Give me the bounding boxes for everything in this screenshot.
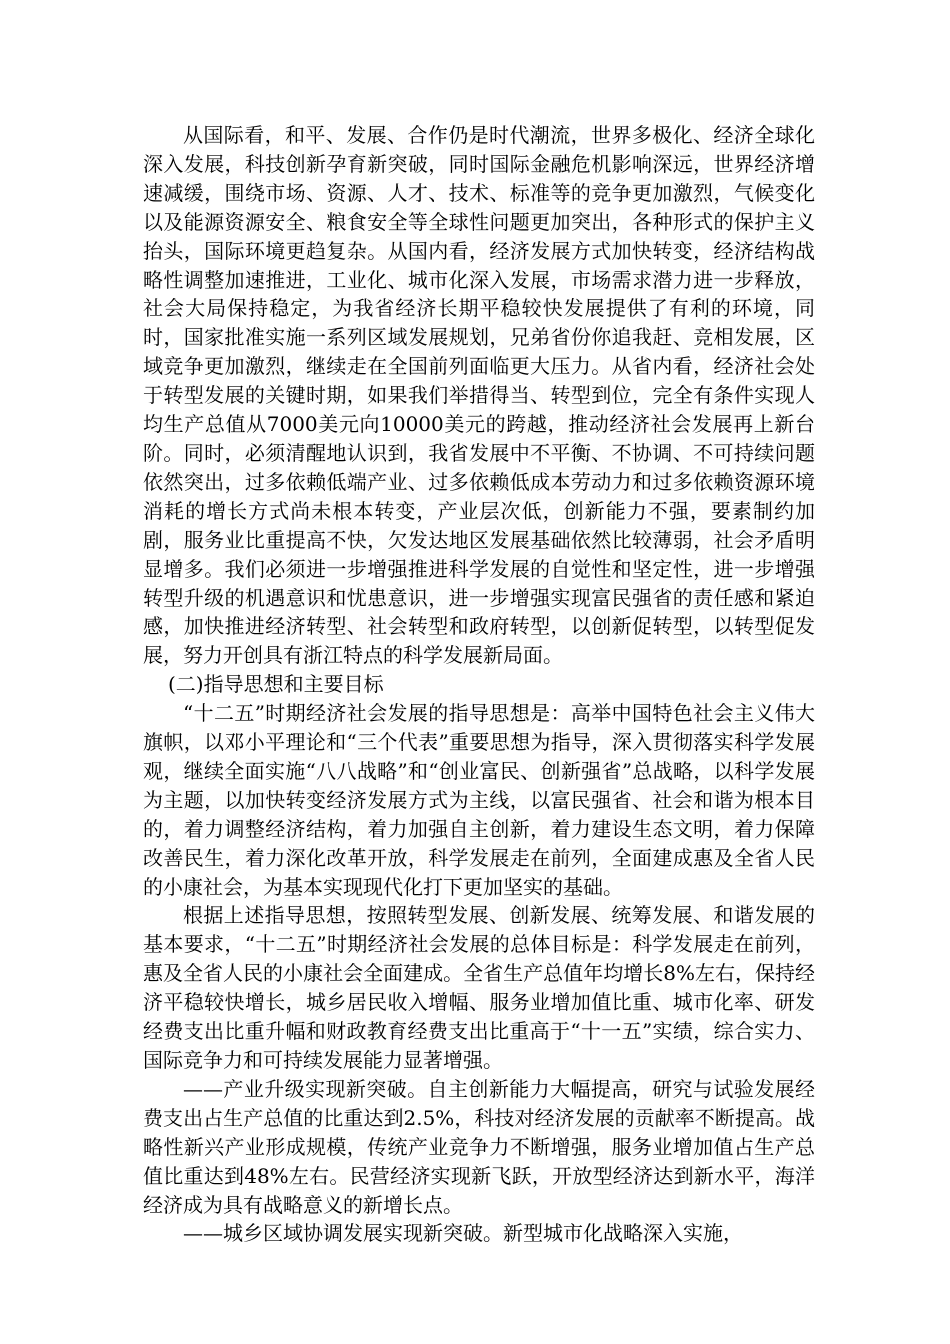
paragraph-overall-goals: 根据上述指导思想，按照转型发展、创新发展、统筹发展、和谐发展的基本要求，“十二五”时期经济社会发展的总体目标是：科学发展走在前列，惠及全省人民的小康社会全面建成。全省生产总值年均增长8%左右，保持经济平稳较快增长，城乡居民收入增幅、服务业增加值比重、城市化率、研发经费支出比重升幅和财政教育经费支出比重高于“十一五”实绩，综合实力、国际竞争力和可持续发展能力显著增强。 (143, 903, 815, 1072)
paragraph-industrial-upgrade: ——产业升级实现新突破。自主创新能力大幅提高，研究与试验发展经费支出占生产总值的比重达到2.5%，科技对经济发展的贡献率不断提高。战略性新兴产业形成规模，传统产业竞争力不断增强，服务业增加值占生产总值比重达到48%左右。民营经济实现新飞跃，开放型经济达到新水平，海洋经济成为具有战略意义的新增长点。 (143, 1076, 815, 1217)
paragraph-urban-rural-coordination: ——城乡区域协调发展实现新突破。新型城市化战略深入实施， (183, 1221, 743, 1246)
section-heading-guiding-ideology: (二)指导思想和主要目标 (168, 672, 384, 697)
paragraph-situation-analysis: 从国际看，和平、发展、合作仍是时代潮流，世界多极化、经济全球化深入发展，科技创新孕育新突破，同时国际金融危机影响深远，世界经济增速减缓，围绕市场、资源、人才、技术、标准等的竞争更加激烈，气候变化以及能源资源安全、粮食安全等全球性问题更加突出，各种形式的保护主义抬头，国际环境更趋复杂。从国内看，经济发展方式加快转变，经济结构战略性调整加速推进，工业化、城市化深入发展，市场需求潜力进一步释放，社会大局保持稳定，为我省经济长期平稳较快发展提供了有利的环境，同时，国家批准实施一系列区域发展规划，兄弟省份你追我赶、竞相发展，区域竞争更加激烈，继续走在全国前列面临更大压力。从省内看，经济社会处于转型发展的关键时期，如果我们举措得当、转型到位，完全有条件实现人均生产总值从7000美元向10000美元的跨越，推动经济社会发展再上新台阶。同时，必须清醒地认识到，我省发展中不平衡、不协调、不可持续问题依然突出，过多依赖低端产业、过多依赖低成本劳动力和过多依赖资源环境消耗的增长方式尚未根本转变，产业层次低，创新能力不强，要素制约加剧，服务业比重提高不快，欠发达地区发展基础依然比较薄弱，社会矛盾明显增多。我们必须进一步增强推进科学发展的自觉性和坚定性，进一步增强转型升级的机遇意识和忧患意识，进一步增强实现富民强省的责任感和紧迫感，加快推进经济转型、社会转型和政府转型，以创新促转型，以转型促发展，努力开创具有浙江特点的科学发展新局面。 (143, 123, 815, 668)
document-body (143, 121, 815, 1248)
paragraph-guiding-ideology: “十二五”时期经济社会发展的指导思想是：高举中国特色社会主义伟大旗帜，以邓小平理论和“三个代表”重要思想为指导，深入贯彻落实科学发展观，继续全面实施“八八战略”和“创业富民、创新强省”总战略，以科学发展为主题，以加快转变经济发展方式为主线，以富民强省、社会和谐为根本目的，着力调整经济结构，着力加强自主创新，着力建设生态文明，着力保障改善民生，着力深化改革开放，科学发展走在前列，全面建成惠及全省人民的小康社会，为基本实现现代化打下更加坚实的基础。 (143, 701, 815, 899)
